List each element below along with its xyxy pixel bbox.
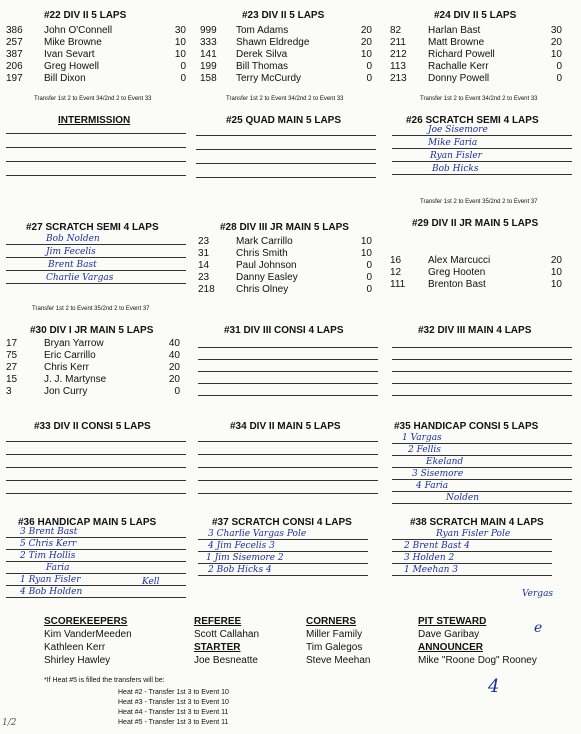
blank-line [392, 135, 572, 136]
handwritten-note: Vergas [522, 589, 554, 599]
blank-line [392, 467, 572, 468]
event-title: #34 DIV II MAIN 5 LAPS [230, 421, 341, 432]
intermission [6, 115, 186, 175]
corners-name: Steve Meehan [306, 655, 371, 666]
event-25 [196, 115, 376, 185]
blank-line [6, 441, 186, 442]
referee-name: Scott Callahan [194, 629, 260, 640]
blank-line [6, 270, 186, 271]
corners-heading: CORNERS [306, 616, 357, 627]
scorekeeper-name: Kathleen Kerr [44, 642, 106, 653]
transfer-note: Transfer 1st 2 to Event 35/2nd 2 to Event 37 [32, 306, 150, 312]
blank-line [198, 347, 378, 348]
event-title: #29 DIV II JR MAIN 5 LAPS [412, 218, 539, 229]
blank-line [392, 443, 572, 444]
event-title: #38 SCRATCH MAIN 4 LAPS [410, 517, 544, 528]
blank-line [196, 177, 376, 178]
blank-line [198, 467, 378, 468]
handwritten-entry: Jim Fecelis [46, 247, 96, 257]
blank-line [198, 395, 378, 396]
handwritten-entry: 5 Chris Kerr [20, 539, 77, 549]
event-30: #30 DIV I JR MAIN 5 LAPS 17 Bryan Yarrow 40 75 Eric Carrillo 40 27 Chris Kerr 20 15 J. J. Martynse 20 3 Jon Curry 0 [6, 325, 180, 397]
handwritten-entry: 2 Tim Hollis [20, 551, 76, 561]
event-35 [392, 421, 574, 511]
heat-note-line: Heat #3 - Transfer 1st 3 to Event 10 [118, 699, 229, 706]
corners-name: Miller Family [306, 629, 363, 640]
event-title: #28 DIV III JR MAIN 5 LAPS [220, 222, 349, 233]
handwritten-entry: 3 Brent Bast [20, 527, 78, 537]
event-32 [392, 325, 572, 400]
heat-note-line: Heat #5 - Transfer 1st 3 to Event 11 [118, 719, 229, 726]
transfer-note: Transfer 1st 2 to Event 34/2nd 2 to Event 33 [420, 96, 538, 102]
event-title: #30 DIV I JR MAIN 5 LAPS [30, 325, 154, 336]
event-title: #33 DIV II CONSI 5 LAPS [34, 421, 151, 432]
event-title: #27 SCRATCH SEMI 4 LAPS [26, 222, 159, 233]
corners-name: Tim Galegos [306, 642, 363, 653]
blank-line [198, 454, 378, 455]
blank-line [392, 491, 572, 492]
blank-line [198, 493, 378, 494]
handwritten-entry: Mike Faria [428, 138, 478, 148]
referee-heading: REFEREE [194, 616, 242, 627]
blank-line [6, 467, 186, 468]
blank-line [198, 551, 368, 552]
starter-heading: STARTER [194, 642, 241, 653]
handwritten-entry: Bob Nolden [46, 234, 100, 244]
event-24: #24 DIV II 5 LAPS 82 Harlan Bast 30 211 Matt Browne 20 212 Richard Powell 10 113 Rachalle Kerr 0 213 Donny Powell 0 Transfer 1st 2 to Event 34/2nd 2 to Event 33 [390, 10, 562, 102]
event-title: #31 DIV III CONSI 4 LAPS [224, 325, 344, 336]
blank-line [6, 549, 186, 550]
handwritten-entry: 4 Jim Fecelis 3 [208, 541, 275, 551]
handwritten-entry: Ryan Fisler Pole [436, 529, 511, 539]
blank-line [198, 563, 368, 564]
handwritten-entry: 3 Sisemore [412, 469, 464, 479]
pit-steward-name: Dave Garibay [418, 629, 480, 640]
transfer-note: Transfer 1st 2 to Event 34/2nd 2 to Event 33 [34, 96, 152, 102]
blank-line [196, 163, 376, 164]
event-title: #32 DIV III MAIN 4 LAPS [418, 325, 532, 336]
blank-line [198, 441, 378, 442]
handwritten-entry: Brent Bast [48, 260, 97, 270]
blank-line [6, 244, 186, 245]
handwritten-entry: Faria [46, 563, 70, 573]
event-34 [198, 421, 378, 501]
event-38 [392, 517, 574, 602]
event-23: #23 DIV II 5 LAPS 999 Tom Adams 20 333 Shawn Eldredge 20 141 Derek Silva 10 199 Bill Thomas 0 158 Terry McCurdy 0 Transfer 1st 2 to Event 34/2nd 2 to Event 33 [200, 10, 372, 102]
handwritten-entry: Joe Sisemore [428, 125, 488, 135]
scorekeeper-name: Shirley Hawley [44, 655, 111, 666]
blank-line [6, 257, 186, 258]
blank-line [392, 503, 572, 504]
event-29: #29 DIV II JR MAIN 5 LAPS 16 Alex Marcucci 20 12 Greg Hooten 10 111 Brenton Bast 10 [390, 218, 562, 290]
transfer-note: Transfer 1st 2 to Event 34/2nd 2 to Event 33 [226, 96, 344, 102]
blank-line [198, 539, 368, 540]
handwritten-entry: 2 Bob Hicks 4 [208, 565, 272, 575]
handwritten-entry: 4 Faria [416, 481, 449, 491]
blank-line [392, 347, 572, 348]
handwritten-entry: 1 Jim Sisemore 2 [206, 553, 284, 563]
blank-line [392, 383, 572, 384]
blank-line [6, 573, 186, 574]
blank-line [392, 455, 572, 456]
handwritten-entry: 2 Brent Bast 4 [404, 541, 470, 551]
handwritten-entry: 1 Ryan Fisler [20, 575, 81, 585]
blank-line [6, 133, 186, 134]
blank-line [6, 561, 186, 562]
blank-line [198, 383, 378, 384]
event-title: #23 DIV II 5 LAPS [242, 10, 325, 21]
announcer-name: Mike "Roone Dog" Rooney [418, 655, 537, 666]
blank-line [6, 493, 186, 494]
blank-line [6, 597, 186, 598]
blank-line [6, 283, 186, 284]
blank-line [198, 575, 368, 576]
intermission-title: INTERMISSION [58, 115, 131, 126]
event-26 [392, 115, 572, 210]
heat-note-line: Heat #2 - Transfer 1st 3 to Event 10 [118, 689, 229, 696]
handwritten-entry: 2 Fellis [408, 445, 441, 455]
event-title: #26 SCRATCH SEMI 4 LAPS [406, 115, 539, 126]
handwritten-entry: Bob Hicks [432, 164, 479, 174]
announcer-heading: ANNOUNCER [418, 642, 483, 653]
handwritten-entry: Ekeland [426, 457, 464, 467]
blank-line [392, 371, 572, 372]
event-37 [198, 517, 378, 587]
handwritten-entry: 1 Meehan 3 [404, 565, 458, 575]
event-title: #22 DIV II 5 LAPS [44, 10, 127, 21]
event-31 [198, 325, 378, 400]
blank-line [392, 161, 572, 162]
handwritten-entry: 3 Charlie Vargas Pole [208, 529, 307, 539]
event-22: #22 DIV II 5 LAPS 386 John O'Connell 30 257 Mike Browne 10 387 Ivan Sevart 10 206 Greg Howell 0 197 Bill Dixon 0 Transfer 1st 2 to Event 34/2nd 2 to Event 33 [6, 10, 186, 102]
blank-line [392, 539, 552, 540]
margin-mark: 4 [488, 676, 500, 697]
blank-line [198, 359, 378, 360]
blank-line [198, 480, 378, 481]
blank-line [392, 563, 552, 564]
blank-line [196, 149, 376, 150]
blank-line [392, 148, 572, 149]
handwritten-entry: 3 Holden 2 [404, 553, 455, 563]
blank-line [6, 454, 186, 455]
scorekeeper-name: Kim VanderMeeden [44, 629, 132, 640]
handwritten-entry: Nolden [446, 493, 480, 503]
blank-line [392, 575, 552, 576]
event-title: #25 QUAD MAIN 5 LAPS [226, 115, 342, 126]
heat-note-header: *If Heat #5 is filled the transfers will be: [44, 677, 165, 684]
blank-line [392, 174, 572, 175]
blank-line [392, 551, 552, 552]
blank-line [6, 161, 186, 162]
event-title: #36 HANDICAP MAIN 5 LAPS [18, 517, 157, 528]
event-27 [6, 222, 186, 317]
blank-line [196, 135, 376, 136]
blank-line [198, 371, 378, 372]
blank-line [6, 537, 186, 538]
transfer-note: Transfer 1st 2 to Event 35/2nd 2 to Event 37 [420, 199, 538, 205]
handwritten-entry: Charlie Vargas [46, 273, 114, 283]
handwritten-entry: 1 Vargas [402, 433, 442, 443]
handwritten-entry: Kell [142, 577, 160, 587]
event-title: #37 SCRATCH CONSI 4 LAPS [212, 517, 352, 528]
event-title: #24 DIV II 5 LAPS [434, 10, 517, 21]
event-28: #28 DIV III JR MAIN 5 LAPS 23 Mark Carrillo 10 31 Chris Smith 10 14 Paul Johnson 0 23 Danny Easley 0 218 Chris Olney 0 [198, 222, 372, 295]
margin-mark: e [534, 620, 543, 636]
blank-line [392, 479, 572, 480]
handwritten-entry: Ryan Fisler [430, 151, 482, 161]
margin-mark: 1/2 [2, 718, 17, 728]
event-33 [6, 421, 186, 501]
event-36 [6, 517, 186, 607]
event-title: #35 HANDICAP CONSI 5 LAPS [394, 421, 539, 432]
scorekeepers-heading: SCOREKEEPERS [44, 616, 128, 627]
blank-line [392, 359, 572, 360]
handwritten-entry: 4 Bob Holden [20, 587, 83, 597]
blank-line [392, 395, 572, 396]
pit-steward-heading: PIT STEWARD [418, 616, 487, 627]
heat-note-line: Heat #4 - Transfer 1st 3 to Event 11 [118, 709, 229, 716]
blank-line [6, 175, 186, 176]
blank-line [6, 147, 186, 148]
blank-line [6, 480, 186, 481]
starter-name: Joe Besneatte [194, 655, 258, 666]
